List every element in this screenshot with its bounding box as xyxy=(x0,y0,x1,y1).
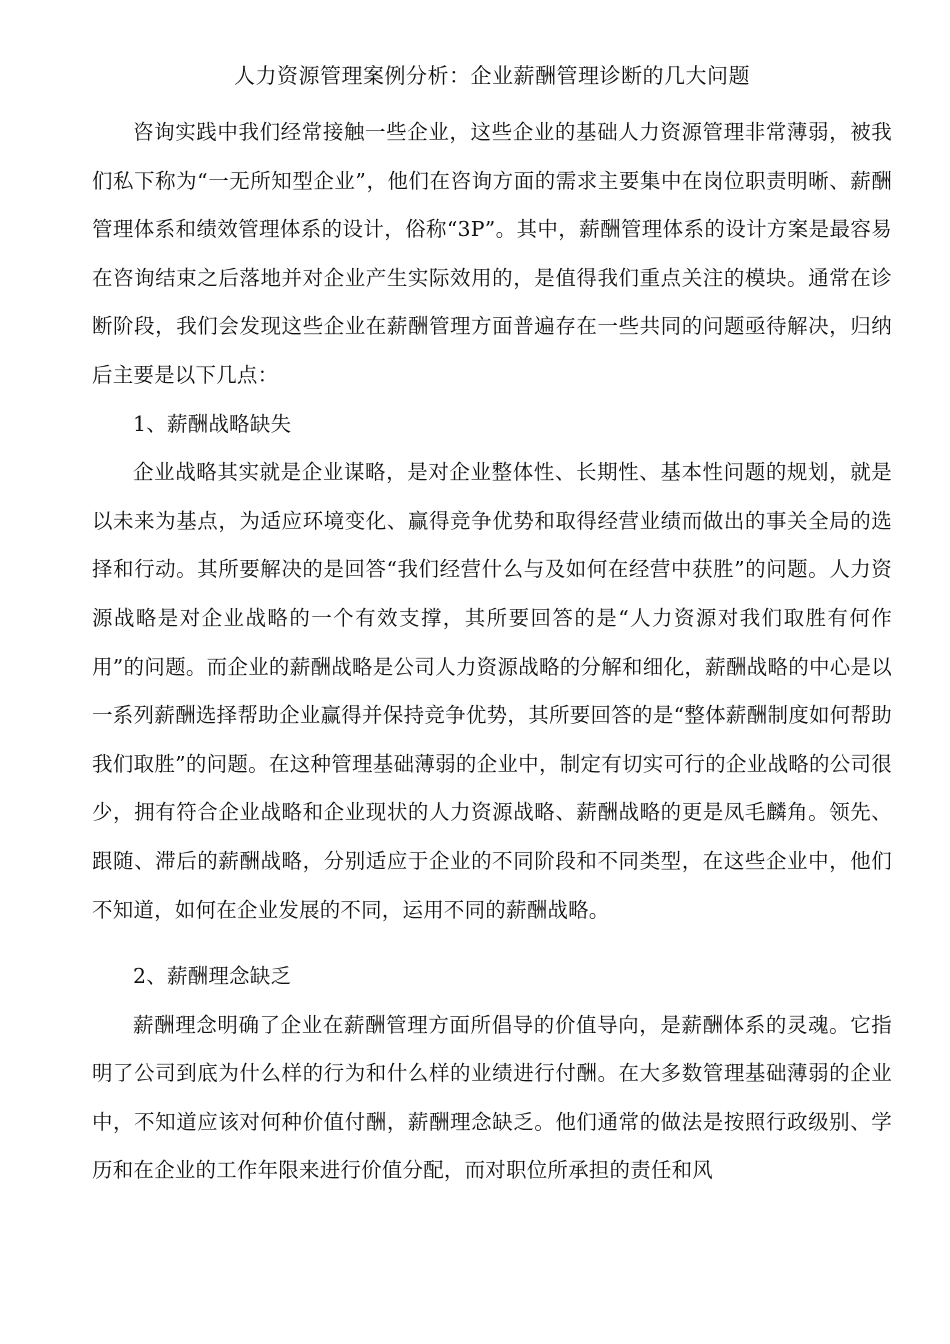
section-1-heading: 1、薪酬战略缺失 xyxy=(133,411,292,436)
document-title: 人力资源管理案例分析：企业薪酬管理诊断的几大问题 xyxy=(234,64,750,88)
section-2-heading: 2、薪酬理念缺乏 xyxy=(133,964,292,989)
section-spacer xyxy=(92,934,892,952)
section-1-paragraph: 企业战略其实就是企业谋略，是对企业整体性、长期性、基本性问题的规划，就是以未来为基点，为适应环境变化、赢得竞争优势和取得经营业绩而做出的事关全局的选择和行动。其所要解决的是回答“我们经营什么与及如何在经营中获胜”的问题。人力资源战略是对企业战略的一个有效支撑，其所要回答的是“人力资源对我们取胜有何作用”的问题。而企业的薪酬战略是公司人力资源战略的分解和细化，薪酬战略的中心是以一系列薪酬选择帮助企业赢得并保持竞争优势，其所要回答的是“整体薪酬制度如何帮助我们取胜”的问题。在这种管理基础薄弱的企业中，制定有切实可行的企业战略的公司很少，拥有符合企业战略和企业现状的人力资源战略、薪酬战略的更是凤毛麟角。领先、跟随、滞后的薪酬战略，分别适应于企业的不同阶段和不同类型，在这些企业中，他们不知道，如何在企业发展的不同，运用不同的薪酬战略。 xyxy=(92,460,892,922)
intro-paragraph: 咨询实践中我们经常接触一些企业，这些企业的基础人力资源管理非常薄弱，被我们私下称为“一无所知型企业”，他们在咨询方面的需求主要集中在岗位职责明晰、薪酬管理体系和绩效管理体系的设计，俗称“3P”。其中，薪酬管理体系的设计方案是最容易在咨询结束之后落地并对企业产生实际效用的，是值得我们重点关注的模块。通常在诊断阶段，我们会发现这些企业在薪酬管理方面普遍存在一些共同的问题亟待解决，归纳后主要是以下几点： xyxy=(92,120,892,387)
section-2-paragraph: 薪酬理念明确了企业在薪酬管理方面所倡导的价值导向，是薪酬体系的灵魂。它指明了公司到底为什么样的行为和什么样的业绩进行付酬。在大多数管理基础薄弱的企业中，不知道应该对何种价值付酬，薪酬理念缺乏。他们通常的做法是按照行政级别、学历和在企业的工作年限来进行价值分配，而对职位所承担的责任和风 xyxy=(92,1012,892,1183)
document-page xyxy=(92,60,892,1195)
